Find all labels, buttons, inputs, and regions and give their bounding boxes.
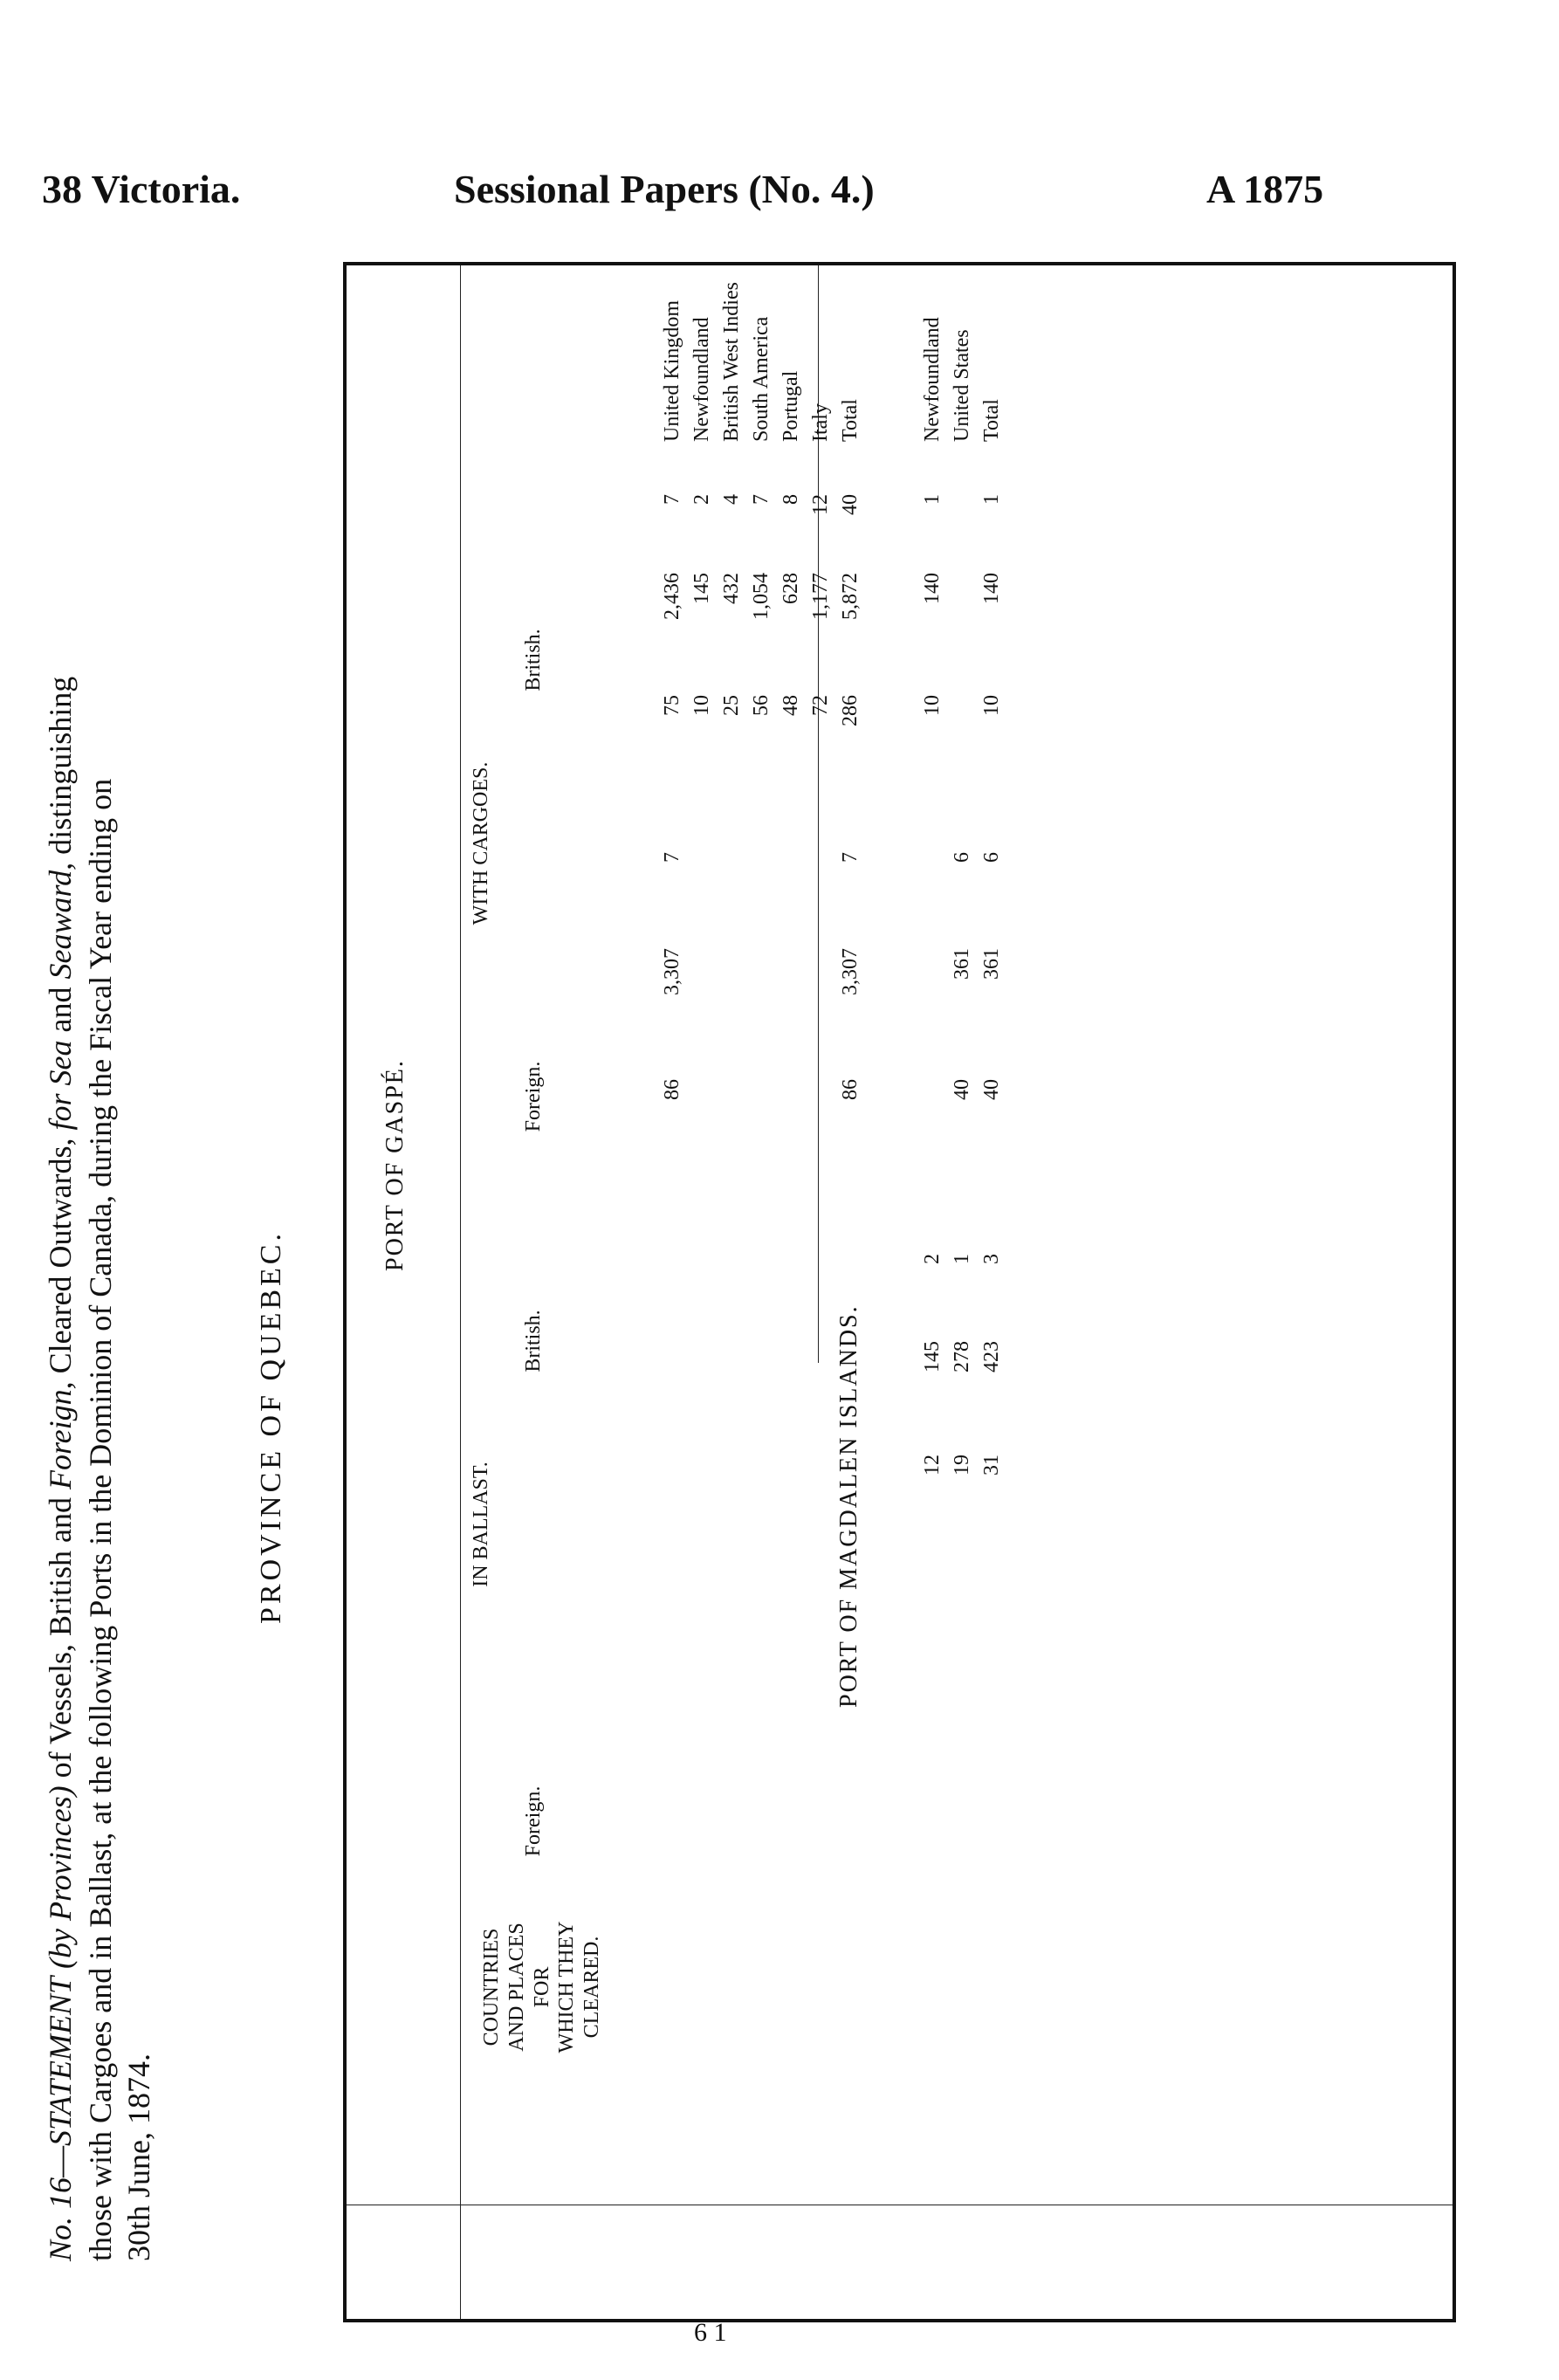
title-statement: STATEMENT [43, 1976, 78, 2146]
cell-wc-b-t: 5,872 [839, 573, 862, 620]
cell-wc-b-t: 432 [720, 573, 743, 604]
row-country-label: Portugal [780, 370, 802, 442]
cell-wc-b-t: 1,054 [750, 573, 773, 620]
cell-wc-b-t: 140 [921, 573, 944, 604]
cell-wc-b-v: 4 [720, 494, 743, 505]
port-gaspe-title: PORT OF GASPÉ. [381, 1059, 409, 1271]
header-countries-line3: WHICH THEY CLEARED. [555, 1921, 604, 2053]
header-countries-line2: FOR [530, 1966, 553, 2008]
cell-wc-b-t: 628 [780, 573, 802, 604]
cell-wc-b-v: 40 [839, 494, 862, 515]
row-country-label: Newfoundland [690, 317, 713, 442]
cell-ib-b-t: 423 [980, 1341, 1003, 1372]
row-country-label: Total [980, 399, 1003, 442]
cell-wc-f-v: 7 [661, 852, 683, 863]
title-seaward: Seaward, [43, 862, 78, 980]
cell-wc-f-m: 40 [951, 1079, 973, 1100]
cell-wc-b-v: 8 [780, 494, 802, 505]
cell-wc-b-m: 25 [720, 695, 743, 716]
row-country-label: South America [750, 316, 773, 442]
header-center: Sessional Papers (No. 4.) [454, 167, 875, 211]
cell-wc-f-v: 6 [951, 852, 973, 863]
row-country-label: United Kingdom [661, 300, 683, 442]
cell-wc-b-t: 2,436 [661, 573, 683, 620]
cell-wc-b-m: 48 [780, 695, 802, 716]
title-number: No. 16 [43, 2177, 78, 2261]
cell-wc-b-m: 10 [921, 695, 944, 716]
title-line-2: those with Cargoes and in Ballast, at the following Ports in the Dominion of Canada, during the Fiscal Year ending on [83, 778, 118, 2261]
row-country-label: Newfoundland [921, 317, 944, 442]
cell-wc-f-t: 3,307 [661, 948, 683, 995]
title-line-3: 30th June, 1874. [121, 2053, 156, 2261]
row-country-label: British West Indies [720, 282, 743, 442]
row-country-label: United States [951, 329, 973, 442]
cell-ib-b-v: 3 [980, 1254, 1003, 1264]
cell-wc-b-m: 10 [690, 695, 713, 716]
header-in-ballast: IN BALLAST. [470, 1462, 492, 1587]
cell-wc-f-m: 86 [661, 1079, 683, 1100]
title-foreign: Foreign, [43, 1381, 78, 1490]
header-wc-foreign: Foreign. [522, 1061, 545, 1132]
cell-ib-b-t: 278 [951, 1341, 973, 1372]
cell-ib-b-m: 19 [951, 1455, 973, 1475]
cell-ib-b-m: 31 [980, 1455, 1003, 1475]
cell-wc-b-m: 72 [809, 695, 832, 716]
title-line-1: No. 16—STATEMENT (by Provinces) of Vessels, British and Foreign, Cleared Outwards, for Sea and Seaward, distinguishing [43, 676, 78, 2261]
statement-table [343, 262, 1456, 2322]
cell-wc-f-v: 7 [839, 852, 862, 863]
page-number: 6 1 [694, 2318, 727, 2347]
header-wc-british: British. [522, 629, 545, 691]
cell-wc-f-m: 40 [980, 1079, 1003, 1100]
cell-wc-f-m: 86 [839, 1079, 862, 1100]
title-and: and [43, 987, 78, 1033]
cell-wc-b-m: 56 [750, 695, 773, 716]
cell-wc-f-t: 3,307 [839, 948, 862, 995]
title-by-provinces: (by Provinces) [43, 1785, 78, 1969]
header-left: 38 Victoria. [42, 167, 241, 211]
cell-wc-b-t: 145 [690, 573, 713, 604]
cell-wc-b-t: 1,177 [809, 573, 832, 620]
cell-wc-b-v: 12 [809, 494, 832, 515]
title-for-sea: for Sea [43, 1040, 78, 1131]
cell-wc-b-m: 75 [661, 695, 683, 716]
cell-wc-b-v: 2 [690, 494, 713, 505]
cell-wc-b-v: 7 [661, 494, 683, 505]
header-countries [479, 1917, 846, 2057]
cell-ib-b-v: 1 [951, 1254, 973, 1264]
province-heading: PROVINCE OF QUEBEC. [255, 1230, 287, 1624]
title-distinguishing: distinguishing [43, 676, 78, 855]
row-country-label: Total [839, 399, 862, 442]
header-ib-british: British. [522, 1310, 545, 1372]
cell-wc-b-m: 10 [980, 695, 1003, 716]
cell-wc-f-t: 361 [980, 948, 1003, 980]
cell-ib-b-v: 2 [921, 1254, 944, 1264]
cell-wc-b-t: 140 [980, 573, 1003, 604]
title-cleared: Cleared Outwards, [43, 1138, 78, 1374]
header-with-cargoes: WITH CARGOES. [470, 761, 492, 925]
cell-wc-b-m: 286 [839, 695, 862, 726]
header-right: A 1875 [1206, 167, 1324, 211]
title-line1-rest: of Vessels, British and [43, 1497, 78, 1778]
rule-under-port-gaspe [460, 265, 461, 2319]
port-magdalen-title: PORT OF MAGDALEN ISLANDS. [835, 1304, 862, 1708]
header-countries-line1: COUNTRIES AND PLACES [480, 1923, 528, 2052]
cell-wc-b-v: 7 [750, 494, 773, 505]
rotated-table-page [33, 227, 1456, 2322]
cell-wc-f-t: 361 [951, 948, 973, 980]
header-ib-foreign: Foreign. [522, 1785, 545, 1857]
cell-wc-f-v: 6 [980, 852, 1003, 863]
row-country-label: Italy [809, 403, 832, 442]
cell-wc-b-v: 1 [921, 494, 944, 505]
cell-ib-b-t: 145 [921, 1341, 944, 1372]
cell-wc-b-v: 1 [980, 494, 1003, 505]
cell-ib-b-m: 12 [921, 1455, 944, 1475]
